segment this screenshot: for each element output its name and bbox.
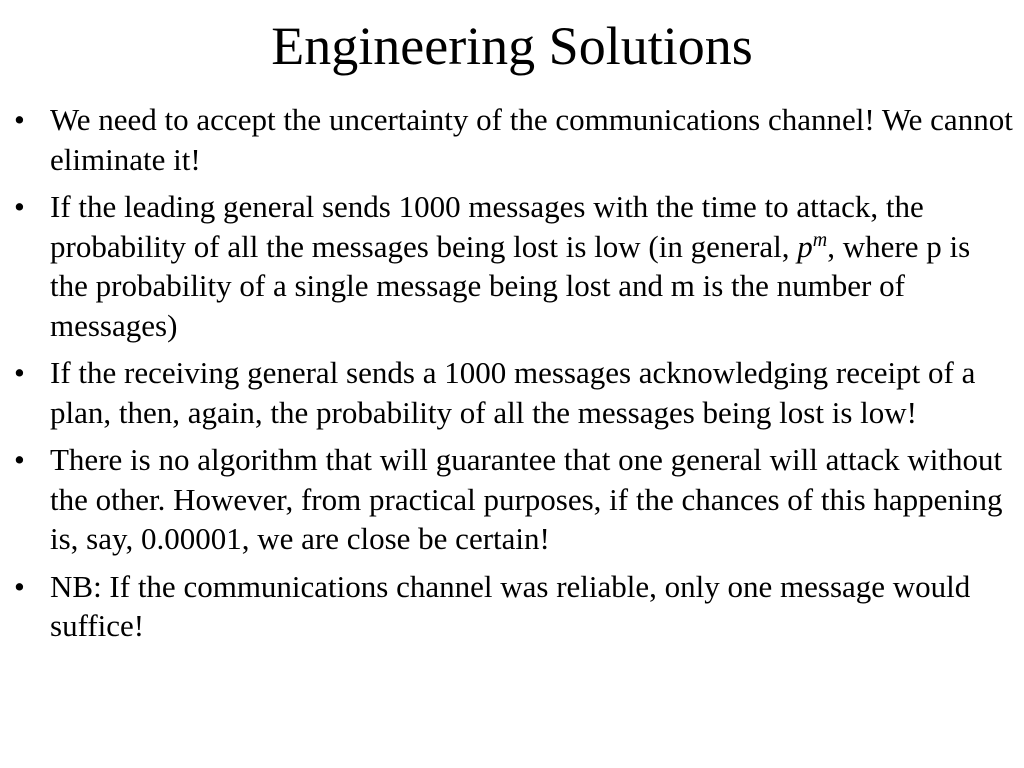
bullet-item-3 [14,353,1014,432]
bullet-text-before: If the leading general sends 1000 messages with the time to attack, the probability of all the messages being lost is low (in general, [50,189,924,264]
bullet-icon: • [14,189,25,224]
bullet-item-1 [14,100,1014,179]
bullet-item-2 [14,187,1014,345]
bullet-text-after: , where p is the probability of a single message being lost and m is the number of messages) [50,228,971,343]
bullet-text: We need to accept the uncertainty of the communications channel! We cannot eliminate it! [50,102,1013,177]
bullet-icon: • [14,568,25,604]
bullet-text: NB: If the communications channel was reliable, only one message would suffice! [50,568,971,643]
bullet-text: If the receiving general sends a 1000 messages acknowledging receipt of a plan, then, again, the probability of all the messages being lost is low! [50,355,976,430]
bullet-text: There is no algorithm that will guarantee that one general will attack without the other. However, from practical purposes, if the chances of this happening is, say, 0.00001, we are close be certain! [50,442,1003,556]
formula-exponent: m [812,228,828,251]
bullet-item-4 [14,440,1014,559]
bullet-icon: • [14,442,25,477]
bullet-list [14,100,1014,654]
formula-base: p [797,228,813,264]
bullet-icon: • [14,355,25,390]
bullet-icon: • [14,102,25,137]
slide-title: Engineering Solutions [271,16,753,76]
bullet-item-5 [14,567,1014,646]
